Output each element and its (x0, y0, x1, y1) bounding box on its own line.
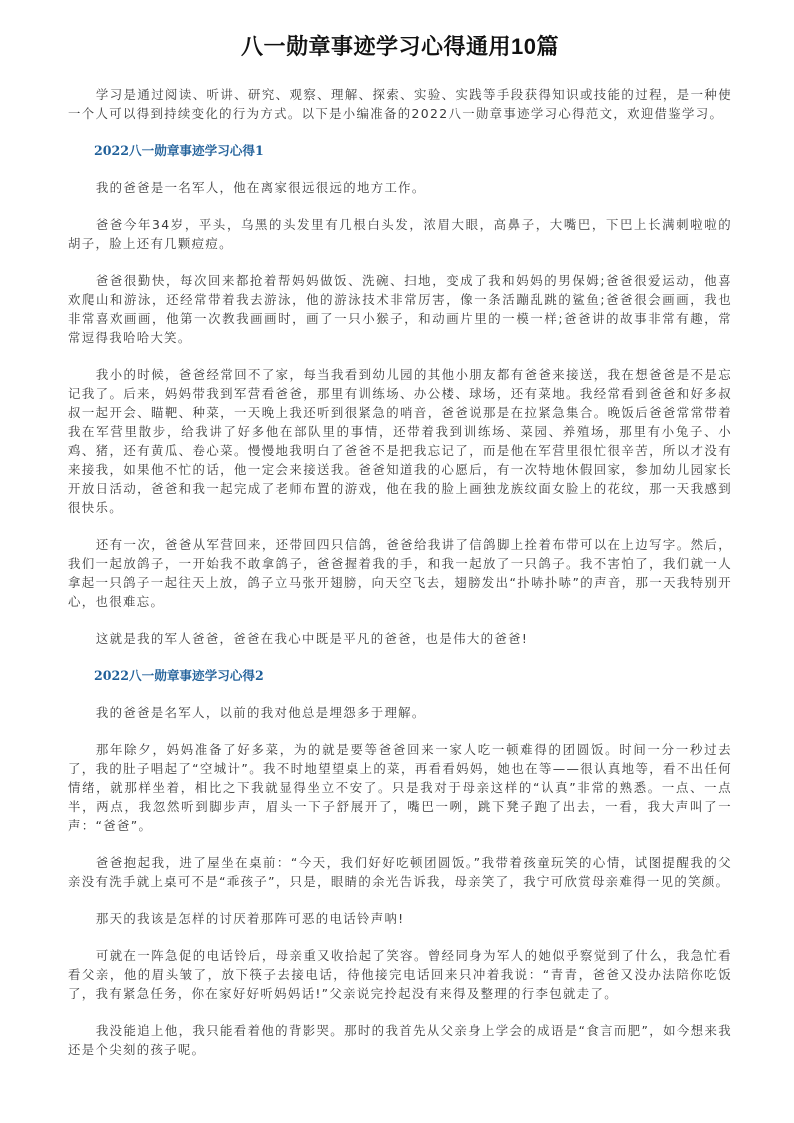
paragraph: 爸爸今年34岁，平头，乌黑的头发里有几根白头发，浓眉大眼，高鼻子，大嘴巴，下巴上长满刺啦啦的胡子，脸上还有几颗痘痘。 (68, 217, 732, 251)
paragraph: 可就在一阵急促的电话铃后，母亲重又收拾起了笑容。曾经同身为军人的她似乎察觉到了什么，我急忙看看父亲，他的眉头皱了，放下筷子去接电话，待他接完电话回来只冲着我说：“青青，爸爸又没办法陪你吃饭了，我有紧急任务，你在家好好听妈妈话!”父亲说完拎起没有来得及整理的行李包就走了。 (68, 948, 732, 1001)
section-heading-1: 2022八一勋章事迹学习心得1 (94, 143, 264, 158)
paragraph: 我小的时候，爸爸经常回不了家，每当我看到幼儿园的其他小朋友都有爸爸来接送，我在想爸爸是不是忘记我了。后来，妈妈带我到军营看爸爸，那里有训练场、办公楼、球场，还有菜地。我经常看到爸爸和好多叔叔一起开会、瞄靶、种菜，一天晚上我还听到很紧急的哨音，爸爸说那是在拉紧急集合。晚饭后爸爸常常带着我在军营里散步，给我讲了好多他在部队里的事情，还带着我到训练场、菜园、养殖场，那里有小兔子、小鸡、猪，还有黄瓜、卷心菜。慢慢地我明白了爸爸不是把我忘记了，而是他在军营里很忙很辛苦，所以才没有来接我，如果他不忙的话，他一定会来接送我。爸爸知道我的心愿后，有一次特地休假回家，参加幼儿园家长开放日活动，爸爸和我一起完成了老师布置的游戏，他在我的脸上画独龙族纹面女脸上的花纹，那一天我感到很快乐。 (68, 367, 732, 515)
document-page (68, 30, 732, 1077)
paragraph: 还有一次，爸爸从军营回来，还带回四只信鸽，爸爸给我讲了信鸽脚上拴着布带可以在上边写字。然后，我们一起放鸽子，一开始我不敢拿鸽子，爸爸握着我的手，和我一起放了一只鸽子。我不害怕了，我们就一人拿起一只鸽子一起往天上放，鸽子立马张开翅膀，向天空飞去，翅膀发出“扑哧扑哧”的声音，那一天我特别开心，也很难忘。 (68, 537, 732, 609)
paragraph: 爸爸很勤快，每次回来都抢着帮妈妈做饭、洗碗、扫地，变成了我和妈妈的男保姆;爸爸很爱运动，他喜欢爬山和游泳，还经常带着我去游泳，他的游泳技术非常厉害，像一条活蹦乱跳的鲨鱼;爸爸很会画画，我也非常喜欢画画，他第一次教我画画时，画了一只小猴子，和动画片里的一模一样;爸爸讲的故事非常有趣，常常逗得我哈哈大笑。 (68, 273, 732, 345)
paragraph: 那年除夕，妈妈准备了好多菜，为的就是要等爸爸回来一家人吃一顿难得的团圆饭。时间一分一秒过去了，我的肚子唱起了“空城计”。我不时地望望桌上的菜，再看看妈妈，她也在等——很认真地等，看不出任何情绪，就那样坐着，相比之下我就显得坐立不安了。只是我对于母亲这样的“认真”非常的熟悉。一点、一点半，两点，我忽然听到脚步声，眉头一下子舒展开了，嘴巴一咧，跳下凳子跑了出去，一看，我大声叫了一声：“爸爸”。 (68, 742, 732, 833)
paragraph: 爸爸抱起我，进了屋坐在桌前：“今天，我们好好吃顿团圆饭。”我带着孩童玩笑的心情，试图提醒我的父亲没有洗手就上桌可不是“乖孩子”，只是，眼睛的余光告诉我，母亲笑了，我宁可欣赏母亲难得一见的笑颜。 (68, 855, 732, 889)
paragraph: 我的爸爸是名军人，以前的我对他总是埋怨多于理解。 (95, 705, 426, 720)
document-title: 八一勋章事迹学习心得通用10篇 (241, 34, 559, 59)
intro-paragraph: 学习是通过阅读、听讲、研究、观察、理解、探索、实验、实践等手段获得知识或技能的过程，是一种使一个人可以得到持续变化的行为方式。以下是小编准备的2022八一勋章事迹学习心得范文，欢迎借鉴学习。 (68, 87, 732, 121)
paragraph: 那天的我该是怎样的讨厌着那阵可恶的电话铃声呐! (95, 911, 405, 926)
paragraph: 这就是我的军人爸爸，爸爸在我心中既是平凡的爸爸，也是伟大的爸爸! (95, 631, 529, 646)
paragraph: 我没能追上他，我只能看着他的背影哭。那时的我首先从父亲身上学会的成语是“食言而肥”，如今想来我还是个尖刻的孩子呢。 (68, 1023, 732, 1057)
section-heading-2: 2022八一勋章事迹学习心得2 (94, 668, 264, 683)
paragraph: 我的爸爸是一名军人，他在离家很远很远的地方工作。 (95, 180, 426, 195)
